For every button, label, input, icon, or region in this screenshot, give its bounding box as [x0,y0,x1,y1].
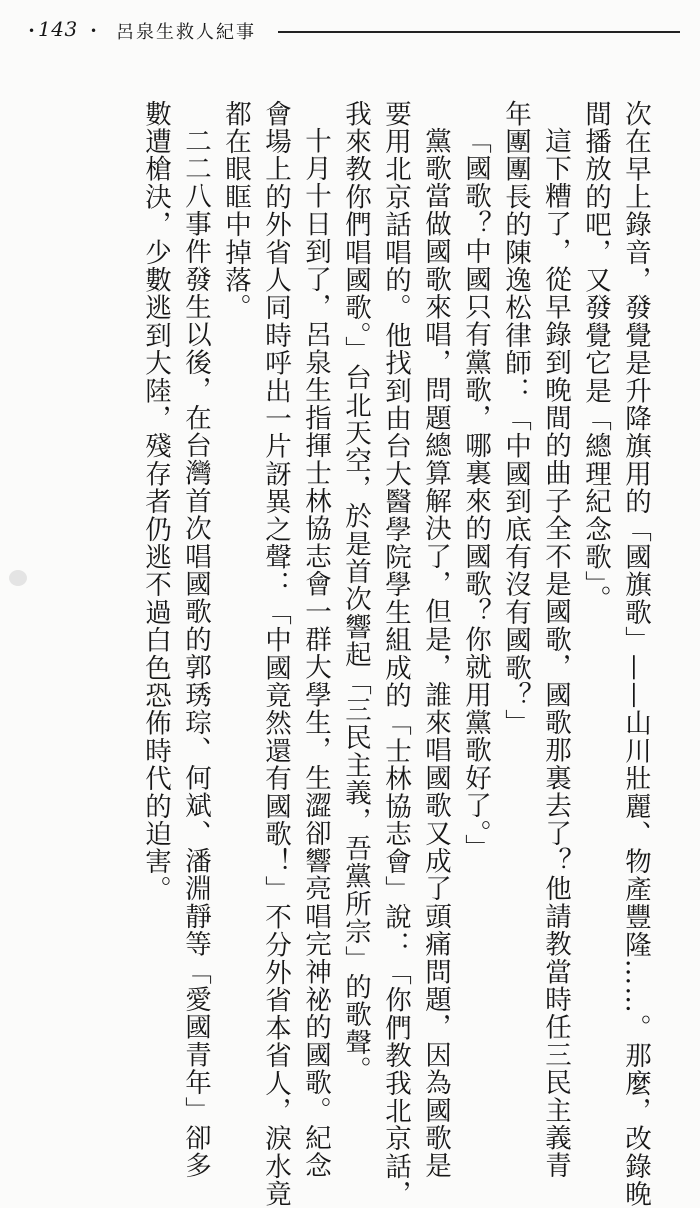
text-column: 二二八事件發生以後，在台灣首次唱國歌的郭琇琮、何斌、潘淵靜等「愛國青年」卻多 [180,127,211,1180]
text-column: 十月十日到了，呂泉生指揮士林協志會一群大學生，生澀卻響亮唱完神祕的國歌。紀念 [300,127,331,1180]
text-column: 間播放的吧，又發覺它是「總理紀念歌」。 [580,100,611,614]
body-text [140,100,651,1208]
text-column: 這下糟了，從早錄到晚間的曲子全不是國歌，國歌那裏去了？他請教當時任三民主義青 [540,127,571,1180]
text-column: 次在早上錄音，發覺是升降旗用的「國旗歌」——山川壯麗、物產豐隆……。那麼，改錄晚 [620,100,651,1208]
running-header [28,14,680,46]
page-number: 143 [38,17,78,41]
text-column: 年團團長的陳逸松律師：「中國到底有沒有國歌？」 [500,100,531,738]
scan-artifact [9,570,27,586]
header-rule [278,31,680,33]
bullet-dot: • [28,24,36,38]
text-column: 「國歌？中國只有黨歌，哪裏來的國歌？你就用黨歌好了。」 [460,127,491,862]
text-column: 會場上的外省人同時呼出一片訝異之聲：「中國竟然還有國歌！」不分外省本省人，淚水竟 [260,100,291,1208]
text-column: 都在眼眶中掉落。 [220,100,251,322]
text-column: 要用北京話唱的。他找到由台大醫學院學生組成的「士林協志會」說：「你們教我北京話， [380,100,411,1208]
text-column: 黨歌當做國歌來唱，問題總算解決了，但是，誰來唱國歌又成了頭痛問題，因為國歌是 [420,127,451,1180]
bullet-dot: • [90,24,98,38]
text-column: 我來教你們唱國歌。」台北天空，於是首次響起「三民主義，吾黨所宗」的歌聲。 [340,100,371,1084]
text-column: 數遭槍決，少數逃到大陸，殘存者仍逃不過白色恐佈時代的迫害。 [140,100,171,904]
running-title: 呂泉生救人紀事 [116,22,256,43]
